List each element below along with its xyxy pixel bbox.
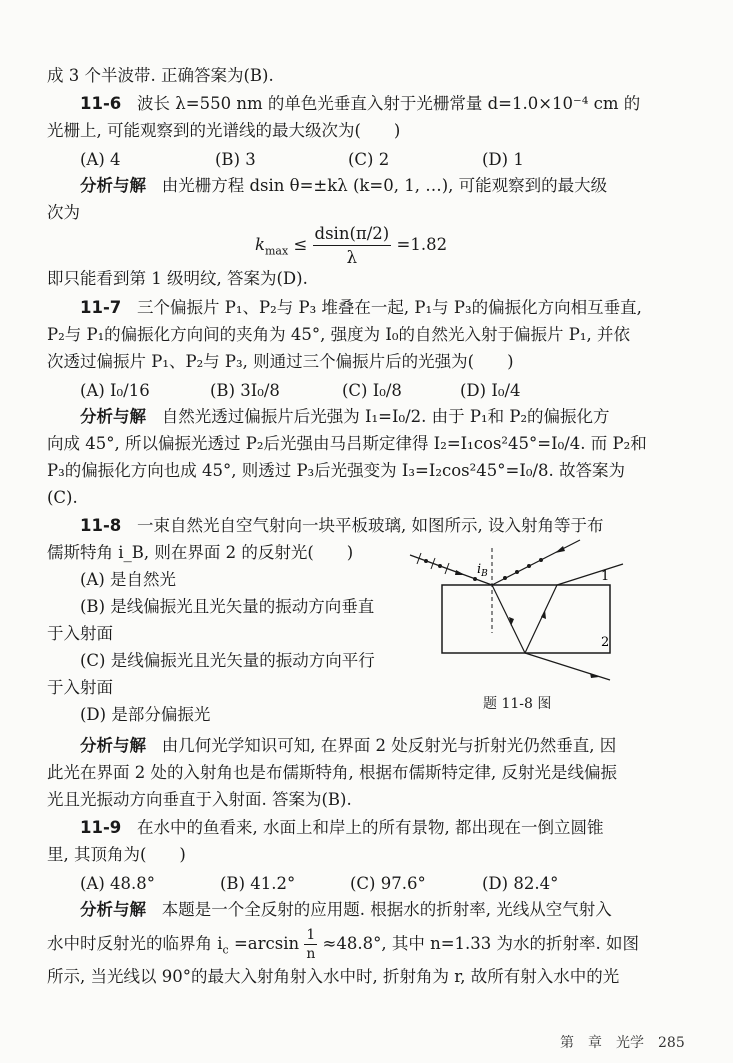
text-segment: =arcsin <box>233 934 300 953</box>
option-b-cont: 于入射面 <box>47 624 113 643</box>
analysis-11-9 <box>80 902 612 919</box>
problem-number: 11-7 <box>80 298 122 317</box>
text-line: 次透过偏振片 P₁、P₂与 P₃, 则通过三个偏振片后的光强为( ) <box>47 352 514 371</box>
text-line: 由光栅方程 dsin θ=±kλ (k=0, 1, …), 可能观察到的最大级 <box>161 176 608 195</box>
text-line: P₂与 P₁的偏振化方向间的夹角为 45°, 强度为 I₀的自然光入射于偏振片 P₁, 并依 <box>47 325 630 344</box>
text-line: 儒斯特角 i_B, 则在界面 2 的反射光( ) <box>47 543 354 562</box>
text-segment: 水中时反射光的临界角 i <box>47 934 223 953</box>
reflected-ray-2 <box>525 585 557 653</box>
text-line: 在水中的鱼看来, 水面上和岸上的所有景物, 都出现在一倒立圆锥 <box>137 818 604 837</box>
option-d: (D) I₀/4 <box>460 381 521 400</box>
arrow-icon <box>555 546 565 553</box>
analysis-label: 分析与解 <box>80 176 146 195</box>
analysis-label: 分析与解 <box>80 900 146 919</box>
option-b: (B) 41.2° <box>220 874 296 893</box>
refracted-ray <box>492 585 525 653</box>
text-line: 三个偏振片 P₁、P₂与 P₃ 堆叠在一起, P₁与 P₃的偏振化方向相互垂直, <box>137 298 642 317</box>
text-line: 光且光振动方向垂直于入射面. 答案为(B). <box>47 790 352 809</box>
problem-number: 11-6 <box>80 94 122 113</box>
analysis-11-8 <box>80 738 616 755</box>
text-segment: ≈48.8°, 其中 n=1.33 为水的折射率. 如图 <box>322 934 640 953</box>
problem-11-6 <box>80 96 640 113</box>
text-line: 一束自然光自空气射向一块平板玻璃, 如图所示, 设入射角等于布 <box>137 516 604 535</box>
transmitted-ray <box>525 653 610 680</box>
text-line-with-fraction <box>47 928 639 961</box>
figure-caption: 题 11-8 图 <box>483 696 552 712</box>
problem-number: 11-8 <box>80 516 122 535</box>
option-d: (D) 是部分偏振光 <box>80 705 211 724</box>
option-a: (A) 是自然光 <box>80 570 177 589</box>
option-c: (C) 是线偏振光且光矢量的振动方向平行 <box>80 651 375 670</box>
option-d: (D) 1 <box>482 150 524 169</box>
text-line: 里, 其顶角为( ) <box>47 845 186 864</box>
option-a: (A) 4 <box>80 150 121 169</box>
problem-11-9 <box>80 820 604 837</box>
option-b: (B) 是线偏振光且光矢量的振动方向垂直 <box>80 597 375 616</box>
option-d: (D) 82.4° <box>482 874 559 893</box>
option-c: (C) 2 <box>348 150 390 169</box>
label-iB: $i_B$ <box>477 562 488 579</box>
label-interface-1: 1 <box>601 569 610 584</box>
formula-var: k <box>255 235 265 254</box>
analysis-11-6 <box>80 178 607 195</box>
brewster-figure <box>405 518 625 688</box>
analysis-label: 分析与解 <box>80 407 146 426</box>
text-line: (C). <box>47 488 78 507</box>
problem-11-7 <box>80 300 642 317</box>
formula-op: ≤ <box>293 235 308 254</box>
problem-number: 11-9 <box>80 818 122 837</box>
text-line: 自然光透过偏振片后光强为 I₁=I₀/2. 由于 P₁和 P₂的偏振化方 <box>161 407 610 426</box>
fraction-numerator: dsin(π/2) <box>313 224 392 246</box>
text-line: 光栅上, 可能观察到的光谱线的最大级次为( ) <box>47 121 401 140</box>
analysis-label: 分析与解 <box>80 736 146 755</box>
formula-fraction <box>313 224 392 267</box>
text-line: 所示, 当光线以 90°的最大入射角射入水中时, 折射角为 r, 故所有射入水中的光 <box>47 967 620 986</box>
option-a: (A) 48.8° <box>80 874 156 893</box>
text-line: 波长 λ=550 nm 的单色光垂直入射于光栅常量 d=1.0×10⁻⁴ cm 的 <box>137 94 641 113</box>
formula-kmax <box>255 224 447 267</box>
page-footer: 第 章 光学 285 <box>560 1035 685 1051</box>
text-line: 成 3 个半波带. 正确答案为(B). <box>47 66 274 85</box>
emerging-ray-top <box>557 564 623 585</box>
polarization-marks <box>417 553 449 574</box>
arrow-icon <box>455 570 465 575</box>
text-line: 此光在界面 2 处的入射角也是布儒斯特角, 根据布儒斯特定律, 反射光是线偏振 <box>47 763 617 782</box>
subscript: c <box>222 943 229 957</box>
formula-sub: max <box>265 244 289 258</box>
analysis-11-7 <box>80 409 610 426</box>
fraction-numerator: 1 <box>306 927 316 943</box>
text-line: 次为 <box>47 203 80 222</box>
label-interface-2: 2 <box>601 635 610 650</box>
fraction-denominator: λ <box>346 248 358 267</box>
option-a: (A) I₀/16 <box>80 381 150 400</box>
option-b: (B) 3 <box>215 150 256 169</box>
glass-slab <box>442 585 610 653</box>
text-line: 本题是一个全反射的应用题. 根据水的折射率, 光线从空气射入 <box>161 900 612 919</box>
option-c-cont: 于入射面 <box>47 678 113 697</box>
formula-result: =1.82 <box>396 235 448 254</box>
option-c: (C) I₀/8 <box>342 381 402 400</box>
text-line: 向成 45°, 所以偏振光透过 P₂后光强由马吕斯定律得 I₂=I₁cos²45°=I₀/4. 而 P₂和 <box>47 434 647 453</box>
option-c: (C) 97.6° <box>350 874 426 893</box>
text-line: 即只能看到第 1 级明纹, 答案为(D). <box>47 269 308 288</box>
option-b: (B) 3I₀/8 <box>210 381 280 400</box>
fraction-denominator: n <box>306 946 316 962</box>
text-line: 由几何光学知识可知, 在界面 2 处反射光与折射光仍然垂直, 因 <box>161 736 617 755</box>
inline-fraction <box>304 928 317 961</box>
text-line: P₃的偏振化方向也成 45°, 则透过 P₃后光强变为 I₃=I₂cos²45°=I₀/8. 故答案为 <box>47 461 625 480</box>
